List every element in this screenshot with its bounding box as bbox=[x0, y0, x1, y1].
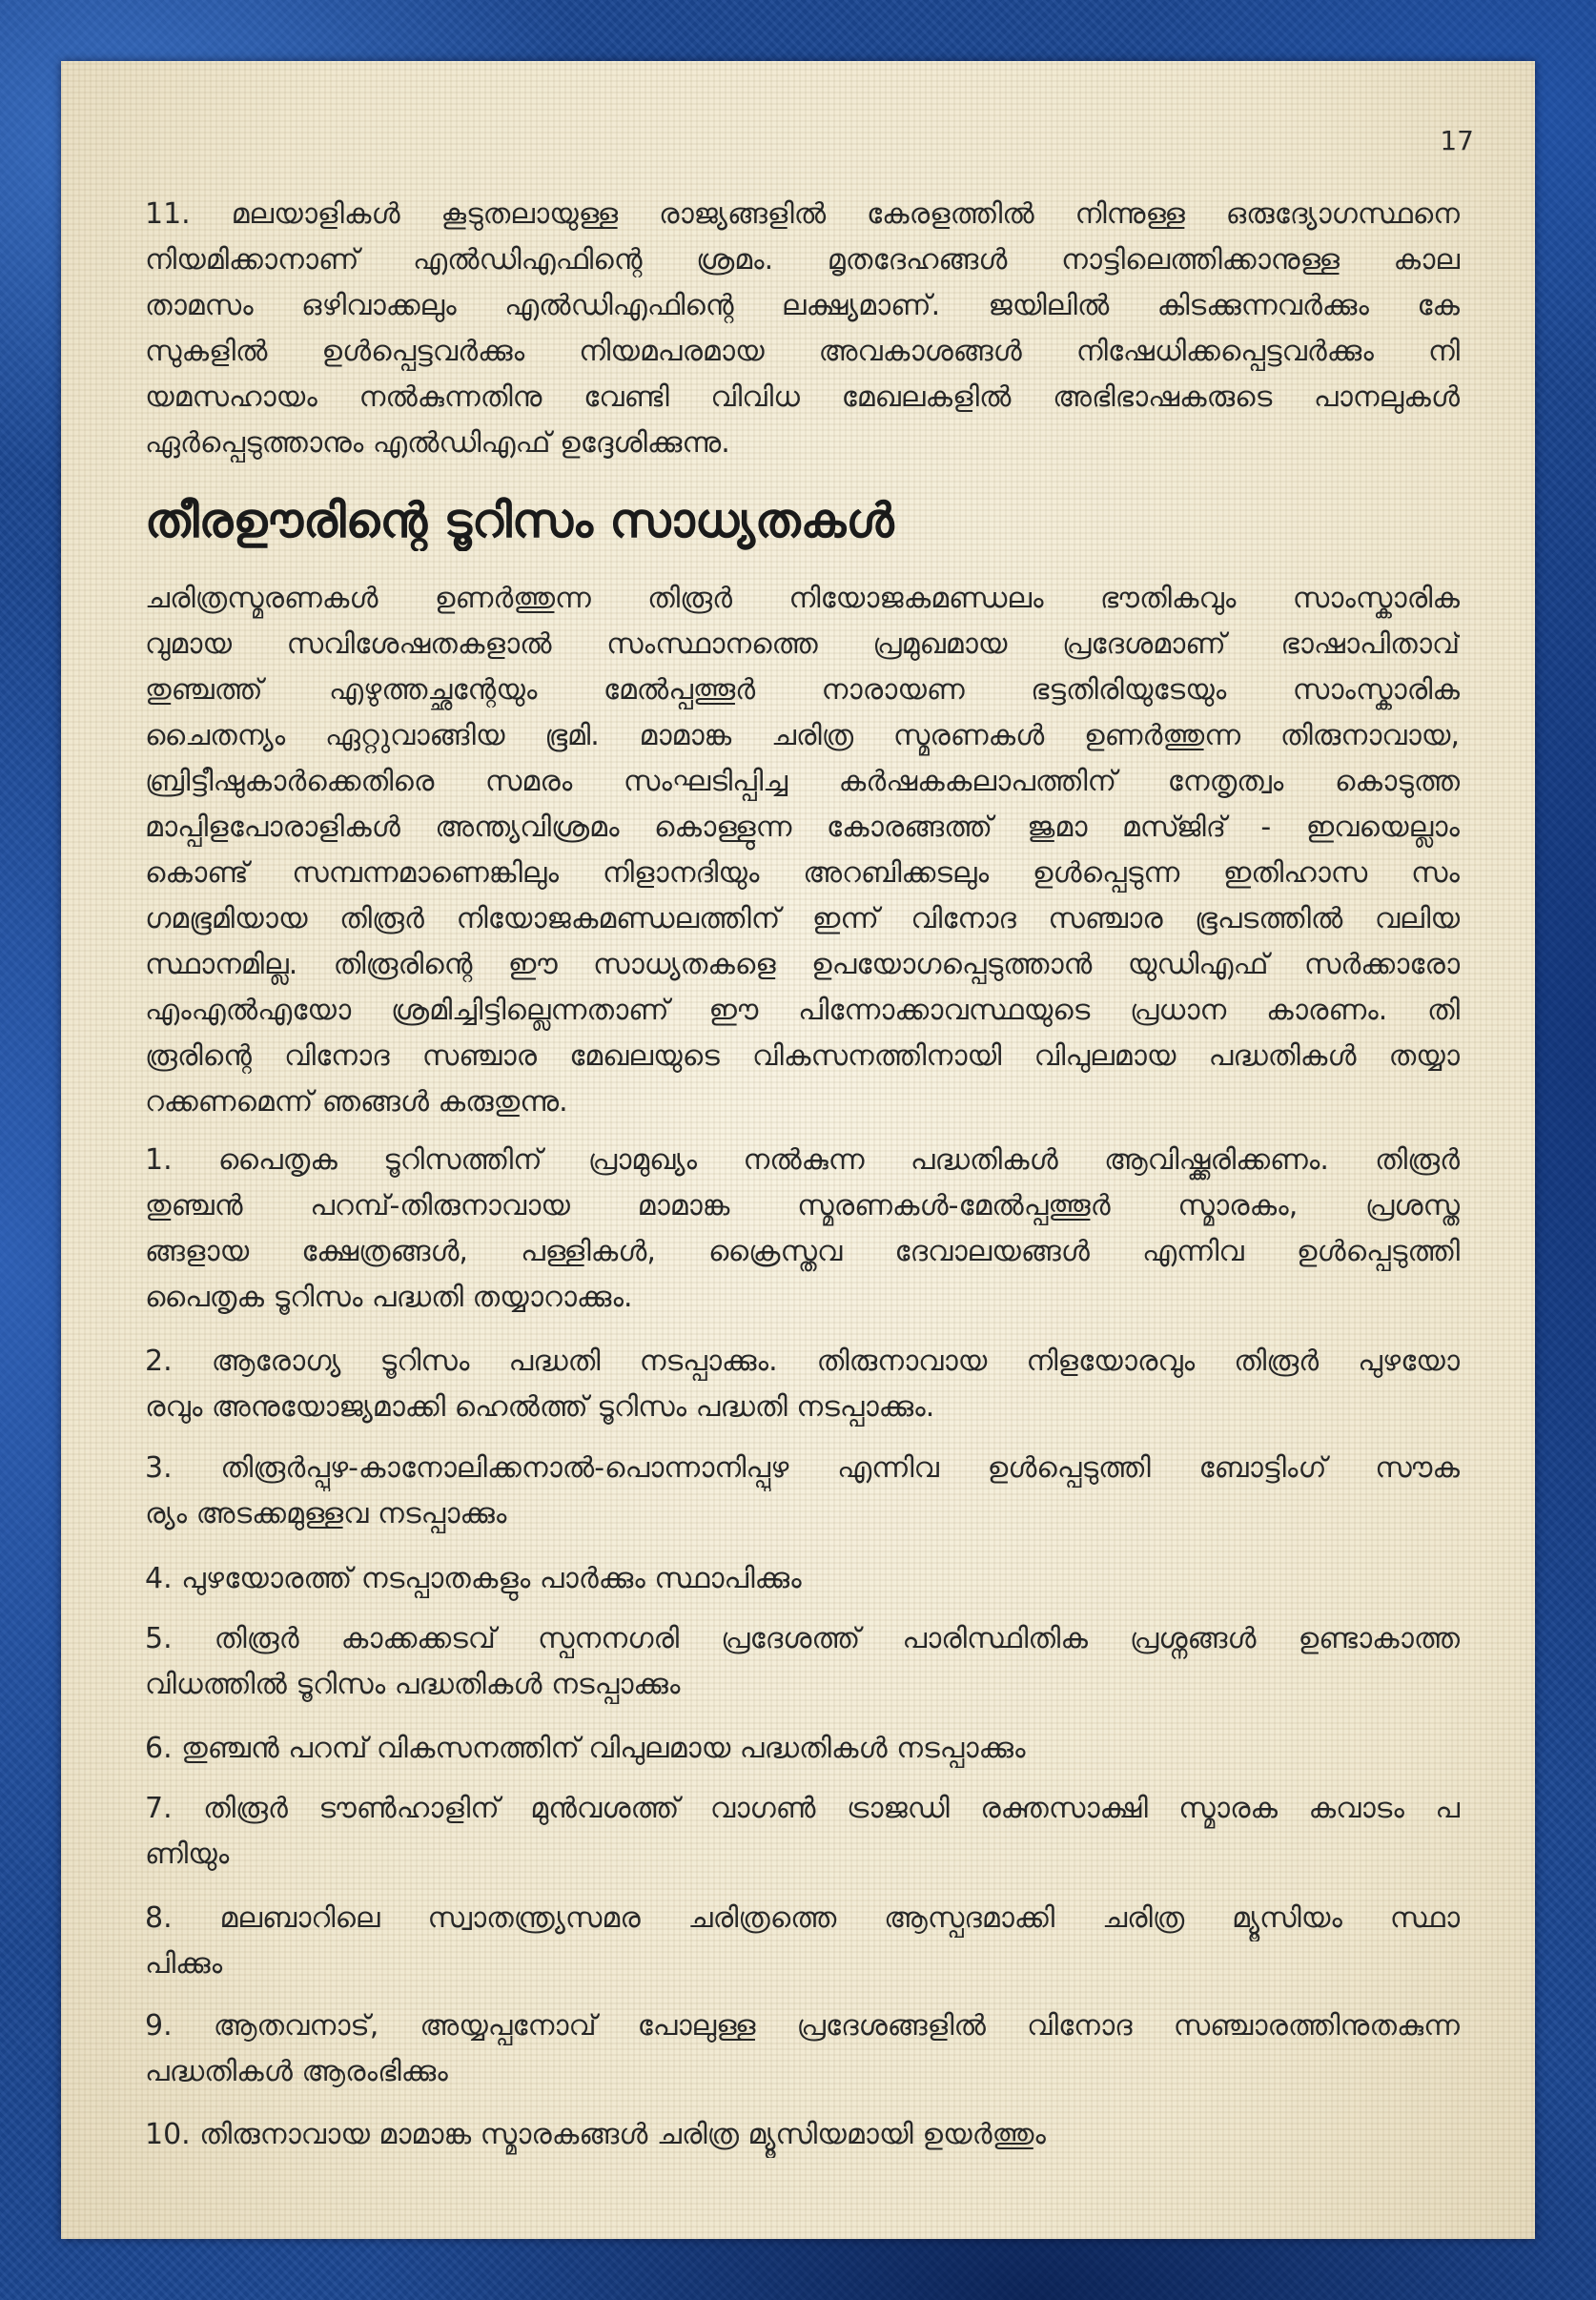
list-item-line: പിക്കും bbox=[145, 1947, 223, 1981]
intro-line: താമസം ഒഴിവാക്കലും എൽഡിഎഫിന്റെ ലക്ഷ്യമാണ്. ജയിലിൽ കിടക്കുന്നവർക്കും കേ bbox=[145, 289, 1460, 322]
list-item-line: 1. പൈതൃക ടൂറിസത്തിന് പ്രാമുഖ്യം നൽകുന്ന പദ്ധതികൾ ആവിഷ്ക്കരിക്കണം. തിരൂർ bbox=[145, 1143, 1460, 1177]
tourism-point-6 bbox=[145, 1726, 1460, 1772]
tourism-point-1 bbox=[145, 1138, 1460, 1321]
intro-line: ഏർപ്പെടുത്താനും എൽഡിഎഫ് ഉദ്ദേശിക്കുന്നു. bbox=[145, 426, 730, 460]
section-heading-block bbox=[145, 490, 1460, 551]
section-paragraph bbox=[145, 576, 1460, 1125]
section-heading: തീരഊരിന്റെ ടൂറിസം സാധ്യതകൾ bbox=[145, 493, 894, 548]
list-item-line: 9. ആതവനാട്, അയ്യപ്പനോവ് പോലുള്ള പ്രദേശങ്ങളിൽ വിനോദ സഞ്ചാരത്തിനുതകുന്ന bbox=[145, 2009, 1460, 2043]
section-paragraph-line: മാപ്പിളപോരാളികൾ അന്ത്യവിശ്രമം കൊള്ളുന്ന കോരങ്ങത്ത് ജുമാ മസ്ജിദ് - ഇവയെല്ലാം bbox=[145, 811, 1460, 844]
list-item-line: ണിയും bbox=[145, 1838, 230, 1871]
intro-paragraph bbox=[145, 192, 1460, 466]
section-paragraph-line: സ്ഥാനമില്ല. തിരൂരിന്റെ ഈ സാധ്യതകളെ ഉപയോഗപ്പെടുത്താൻ യുഡിഎഫ് സർക്കാരോ bbox=[145, 948, 1460, 981]
intro-line: 11. മലയാളികൾ കൂടുതലായുള്ള രാജ്യങ്ങളിൽ കേരളത്തിൽ നിന്നുള്ള ഒരുദ്യോഗസ്ഥനെ bbox=[145, 197, 1460, 231]
intro-line: യമസഹായം നൽകുന്നതിനു വേണ്ടി വിവിധ മേഖലകളിൽ അഭിഭാഷകരുടെ പാനലുകൾ bbox=[145, 380, 1460, 414]
list-item-line: ങ്ങളായ ക്ഷേത്രങ്ങൾ, പള്ളികൾ, ക്രൈസ്തവ ദേവാലയങ്ങൾ എന്നിവ ഉൾപ്പെടുത്തി bbox=[145, 1235, 1460, 1268]
section-paragraph-line: എംഎൽഎയോ ശ്രമിച്ചിട്ടില്ലെന്നതാണ് ഈ പിന്നോക്കാവസ്ഥയുടെ പ്രധാന കാരണം. തി bbox=[145, 994, 1460, 1027]
list-item-line: തുഞ്ചൻ പറമ്പ്-തിരുനാവായ മാമാങ്ക സ്മരണകൾ-മേൽപ്പത്തൂർ സ്മാരകം, പ്രശസ്ത bbox=[145, 1189, 1460, 1222]
list-item-line: പൈതൃക ടൂറിസം പദ്ധതി തയ്യാറാക്കും. bbox=[145, 1281, 633, 1314]
page-number: 17 bbox=[1440, 125, 1474, 156]
list-item-line: 2. ആരോഗ്യ ടൂറിസം പദ്ധതി നടപ്പാക്കും. തിരുനാവായ നിളയോരവും തിരൂർ പുഴയോ bbox=[145, 1345, 1460, 1378]
section-paragraph-line: വുമായ സവിശേഷതകളാൽ സംസ്ഥാനത്തെ പ്രമുഖമായ പ്രദേശമാണ് ഭാഷാപിതാവ് bbox=[145, 627, 1460, 661]
list-item-line: 4. പുഴയോരത്ത് നടപ്പാതകളും പാർക്കും സ്ഥാപിക്കും bbox=[145, 1562, 802, 1595]
page-paper bbox=[61, 61, 1535, 2239]
list-item-line: 5. തിരൂർ കാക്കക്കടവ് സ്പനനഗരി പ്രദേശത്ത് പാരിസ്ഥിതിക പ്രശ്നങ്ങൾ ഉണ്ടാകാത്ത bbox=[145, 1622, 1460, 1655]
section-paragraph-line: കൊണ്ട് സമ്പന്നമാണെങ്കിലും നിളാനദിയും അറബിക്കടലും ഉൾപ്പെടുന്ന ഇതിഹാസ സം bbox=[145, 856, 1460, 890]
list-item-line: 6. തുഞ്ചൻ പറമ്പ് വികസനത്തിന് വിപുലമായ പദ്ധതികൾ നടപ്പാക്കും bbox=[145, 1732, 1026, 1765]
list-item-line: ര്യം അടക്കമുള്ളവ നടപ്പാക്കും bbox=[145, 1497, 507, 1530]
list-item-line: 10. തിരുനാവായ മാമാങ്ക സ്മാരകങ്ങൾ ചരിത്ര മ്യൂസിയമായി ഉയർത്തും bbox=[145, 2118, 1046, 2151]
section-paragraph-line: റക്കണമെന്ന് ഞങ്ങൾ കരുതുന്നു. bbox=[145, 1085, 568, 1119]
section-paragraph-line: തുഞ്ചത്ത് എഴുത്തച്ഛന്റേയും മേൽപ്പത്തൂർ നാരായണ ഭട്ടതിരിയുടേയും സാംസ്കാരിക bbox=[145, 673, 1460, 707]
tourism-point-8 bbox=[145, 1896, 1460, 1987]
section-paragraph-line: ബ്രിട്ടീഷുകാർക്കെതിരെ സമരം സംഘടിപ്പിച്ച കർഷകകലാപത്തിന് നേതൃത്വം കൊടുത്ത bbox=[145, 765, 1460, 798]
intro-line: സുകളിൽ ഉൾപ്പെട്ടവർക്കും നിയമപരമായ അവകാശങ്ങൾ നിഷേധിക്കപ്പെട്ടവർക്കും നി bbox=[145, 335, 1460, 368]
tourism-point-9 bbox=[145, 2003, 1460, 2095]
list-item-line: രവും അനുയോജ്യമാക്കി ഹെൽത്ത് ടൂറിസം പദ്ധതി നടപ്പാക്കും. bbox=[145, 1390, 935, 1424]
list-item-line: വിധത്തിൽ ടൂറിസം പദ്ധതികൾ നടപ്പാക്കും bbox=[145, 1668, 681, 1701]
list-item-line: പദ്ധതികൾ ആരംഭിക്കും bbox=[145, 2055, 448, 2088]
tourism-point-3 bbox=[145, 1446, 1460, 1537]
list-item-line: 7. തിരൂർ ടൗൺഹാളിന് മുൻവശത്ത് വാഗൺ ട്രാജഡി രക്തസാക്ഷി സ്മാരക കവാടം പ bbox=[145, 1792, 1460, 1825]
section-paragraph-line: ഗമഭൂമിയായ തിരൂർ നിയോജകമണ്ഡലത്തിന് ഇന്ന് വിനോദ സഞ്ചാര ഭൂപടത്തിൽ വലിയ bbox=[145, 902, 1460, 935]
list-item-line: 3. തിരൂർപ്പുഴ-കാനോലിക്കനാൽ-പൊന്നാനിപ്പുഴ എന്നിവ ഉൾപ്പെടുത്തി ബോട്ടിംഗ് സൗക bbox=[145, 1451, 1460, 1485]
section-paragraph-line: ചൈതന്യം ഏറ്റുവാങ്ങിയ ഭൂമി. മാമാങ്ക ചരിത്ര സ്മരണകൾ ഉണർത്തുന്ന തിരുനാവായ, bbox=[145, 719, 1460, 752]
tourism-point-4 bbox=[145, 1556, 1460, 1602]
tourism-point-2 bbox=[145, 1339, 1460, 1430]
intro-line: നിയമിക്കാനാണ് എൽഡിഎഫിന്റെ ശ്രമം. മൃതദേഹങ്ങൾ നാട്ടിലെത്തിക്കാനുള്ള കാല bbox=[145, 243, 1460, 277]
tourism-point-7 bbox=[145, 1786, 1460, 1878]
tourism-point-10 bbox=[145, 2112, 1460, 2158]
section-paragraph-line: രൂരിന്റെ വിനോദ സഞ്ചാര മേഖലയുടെ വികസനത്തിനായി വിപുലമായ പദ്ധതികൾ തയ്യാ bbox=[145, 1039, 1460, 1073]
section-paragraph-line: ചരിത്രസ്മരണകൾ ഉണർത്തുന്ന തിരൂർ നിയോജകമണ്ഡലം ഭൗതികവും സാംസ്കാരിക bbox=[145, 582, 1460, 615]
tourism-point-5 bbox=[145, 1616, 1460, 1708]
list-item-line: 8. മലബാറിലെ സ്വാതന്ത്ര്യസമര ചരിത്രത്തെ ആസ്പദമാക്കി ചരിത്ര മ്യൂസിയം സ്ഥാ bbox=[145, 1901, 1460, 1935]
